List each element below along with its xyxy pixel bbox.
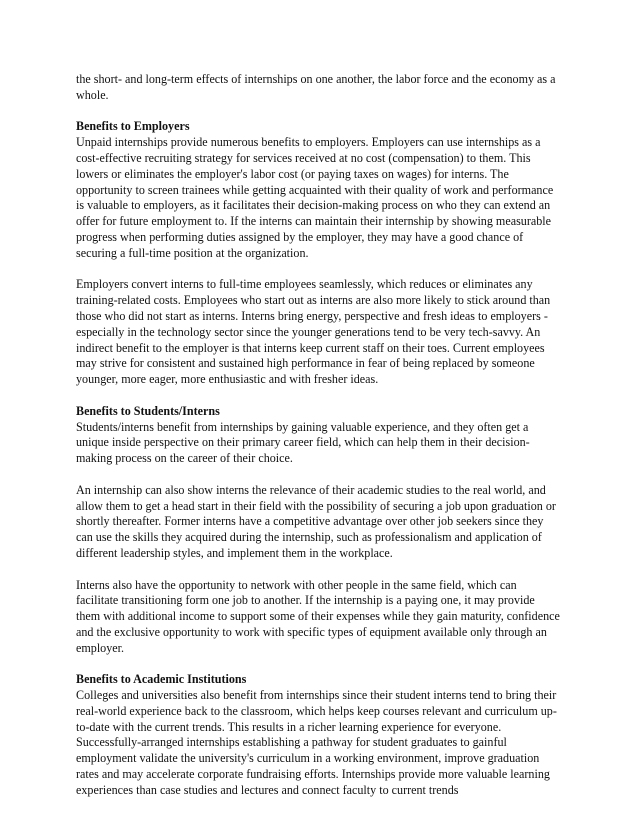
- paragraph: Students/interns benefit from internships by gaining valuable experience, and they often get a unique inside perspective on their primary career field, which can help them in their decision-making process on the career of their choice.: [76, 419, 530, 466]
- section-heading-students: Benefits to Students/Interns: [76, 403, 220, 418]
- intro-block: [76, 72, 561, 104]
- paragraph: Interns also have the opportunity to network with other people in the same field, which can facilitate transitioning form one job to another. If the internship is a paying one, it may provide them with additional income to support some of their expenses while they gain maturity, confidence and the exclusive opportunity to work with specific types of equipment available only through an employer.: [76, 577, 560, 655]
- section-institutions: [76, 672, 561, 798]
- section-heading-employers: Benefits to Employers: [76, 119, 190, 134]
- document-page: [76, 72, 561, 799]
- section-employers: [76, 119, 561, 388]
- section-students: [76, 404, 561, 657]
- section-heading-institutions: Benefits to Academic Institutions: [76, 672, 247, 687]
- paragraph: An internship can also show interns the relevance of their academic studies to the real world, and allow them to get a head start in their field with the possibility of securing a job upon graduation or shortly thereafter. Former interns have a competitive advantage over other job seekers since they can use the skills they acquired during the internship, such as professionalism and application of different leadership styles, and implement them in the workplace.: [76, 482, 556, 560]
- paragraph: Unpaid internships provide numerous benefits to employers. Employers can use internships as a cost-effective recruiting strategy for services received at no cost (compensation) to them. This lowers or eliminates the employer's labor cost (or paying taxes on wages) for interns. The opportunity to screen trainees while getting acquainted with their quality of work and performance is valuable to employers, as it facilitates their decision-making process on who they can extend an offer for future employment to. If the interns can maintain their internship by showing measurable progress when performing duties assigned by the employer, they may have a good chance of securing a full-time position at the organization.: [76, 135, 554, 260]
- intro-paragraph: the short- and long-term effects of internships on one another, the labor force and the economy as a whole.: [76, 72, 556, 102]
- paragraph: Colleges and universities also benefit from internships since their student interns tend to bring their real-world experience back to the classroom, which helps keep courses relevant and curriculum up-to-date with the current trends. This results in a richer learning experience for everyone. Successfully-arranged internships establishing a pathway for student graduates to gainful employment validate the university's curriculum in a working environment, improve graduation rates and may accelerate corporate fundraising efforts. Internships provide more valuable learning experiences than case studies and lectures and connect faculty to current trends: [76, 688, 557, 797]
- paragraph: Employers convert interns to full-time employees seamlessly, which reduces or eliminates any training-related costs. Employees who start out as interns are also more likely to stick around than those who did not start as interns. Interns bring energy, perspective and fresh ideas to employers - especially in the technology sector since the younger generations tend to be very tech-savvy. An indirect benefit to the employer is that interns keep current staff on their toes. Current employees may strive for consistent and sustained high performance in fear of being replaced by someone younger, more eager, more enthusiastic and with fresher ideas.: [76, 277, 551, 387]
